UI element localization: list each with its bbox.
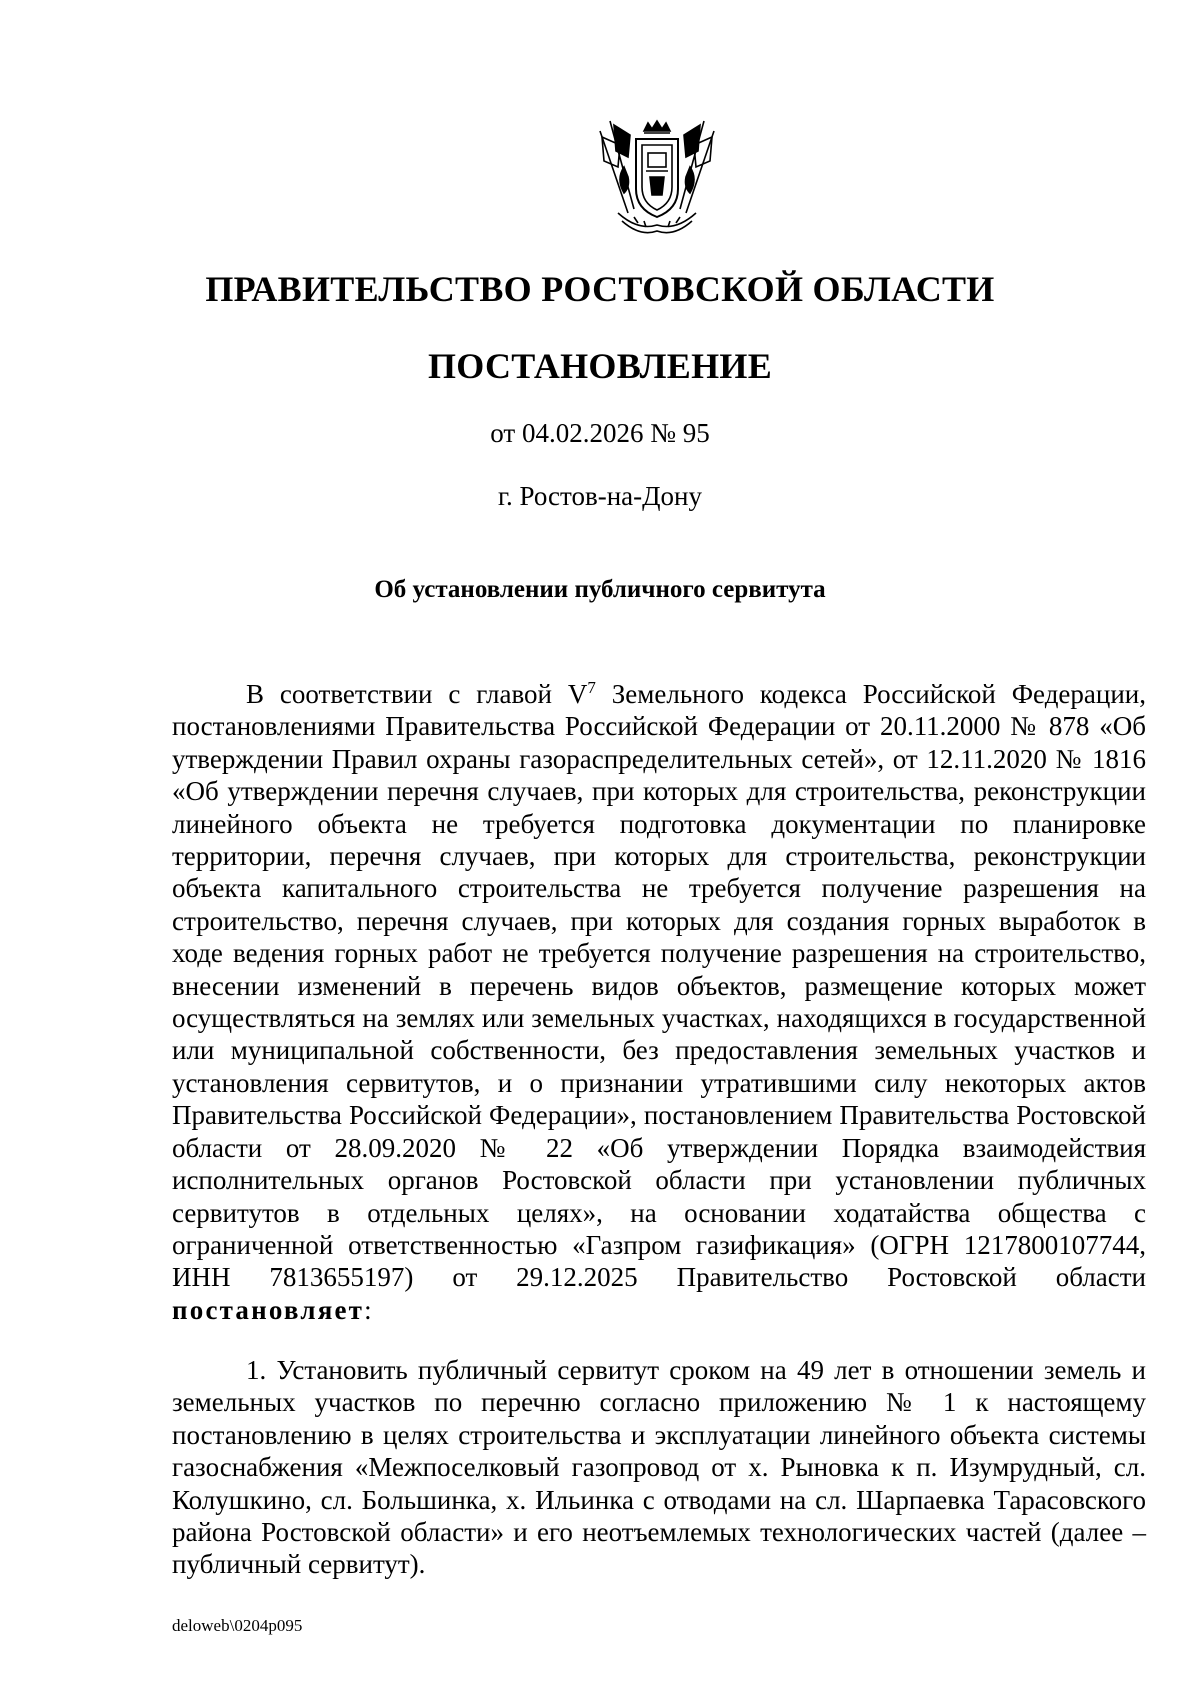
preamble-text-end: : [364,1294,372,1325]
preamble-paragraph [172,672,1146,1326]
document-subject: Об установлении публичного сервитута [374,576,826,603]
footer-file-code: deloweb\0204p095 [172,1616,303,1635]
resolves-word: постановляет [172,1294,365,1325]
document-type: ПОСТАНОВЛЕНИЕ [427,346,773,386]
document-city: г. Ростов-на-Дону [497,481,702,511]
rostov-oblast-coat-of-arms-icon [594,117,720,239]
chapter-superscript: 7 [587,678,596,697]
document-date-number: от 04.02.2026 № 95 [490,418,710,448]
government-title: ПРАВИТЕЛЬСТВО РОСТОВСКОЙ ОБЛАСТИ [205,269,995,309]
preamble-text-start: В соответствии с главой V [246,679,588,709]
clause-1-paragraph: 1. Установить публичный сервитут сроком на 49 лет в отношении земель и земельных участков по перечню согласно приложению № 1 к настоящему постановлению в целях строительства и эксплуатации линейного объекта системы газоснабжения «Межпоселковый газопровод от х. Рыновка к п. Изумрудный, сл. Колушкино, сл. Большинка, х. Ильинка с отводами на сл. Шарпаевка Тарасовского района Ростовской области» и его неотъемлемых технологических частей (далее – публичный сервитут). [172,1355,1146,1580]
preamble-text-body: Земельного кодекса Российской Федерации, постановлениями Правительства Российской Федерации от 20.11.2000 № 878 «Об утверждении Правил охраны газораспределительных сетей», от 12.11.2020 № 1816 «Об утверждении перечня случаев, при которых для строительства, реконструкции линейного объекта не требуется подготовка документации по планировке территории, перечня случаев, при которых для строительства, реконструкции объекта капитального строительства не требуется получение разрешения на строительство, перечня случаев, при которых для создания горных выработок в ходе ведения горных работ не требуется получение разрешения на строительство, внесении изменений в перечень видов объектов, размещение которых может осуществляться на землях или земельных участках, находящихся в государственной или муниципальной собственности, без предоставления земельных участков и установления сервитутов, и о признании утратившими силу некоторых актов Правительства Российской Федерации», постановлением Правительства Ростовской области от 28.09.2020 № 22 «Об утверждении Порядка взаимодействия исполнительных органов Ростовской области при установлении публичных сервитутов в отдельных целях», на основании ходатайства общества с ограниченной ответственностью «Газпром газификация» (ОГРН 1217800107744, ИНН 7813655197) от 29.12.2025 Правительство Ростовской области [172,679,1146,1293]
